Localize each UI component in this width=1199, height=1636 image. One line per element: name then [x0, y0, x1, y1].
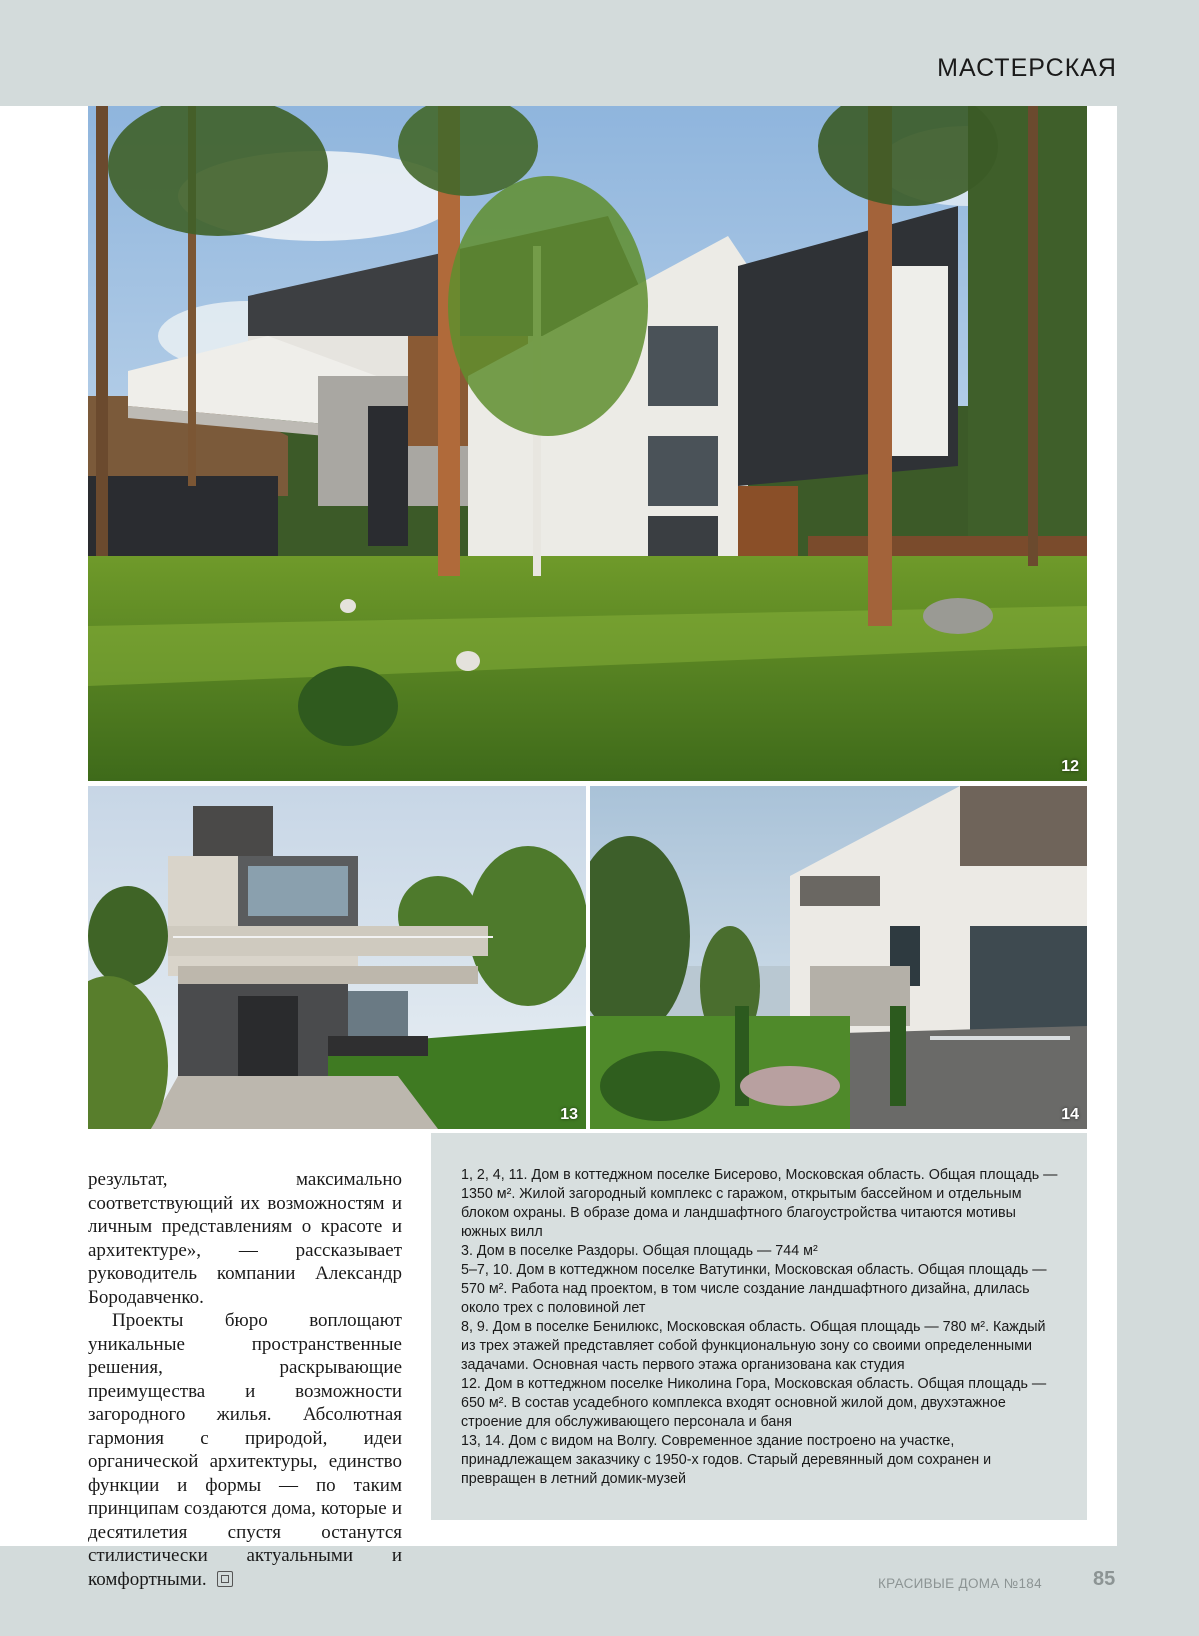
- caption-item: 12. Дом в коттеджном поселке Николина Гора, Московская область. Общая площадь — 650 м². В состав усадебного комплекса входят основной жилой дом, двухэтажное строение для обслуживающего персонала и баня: [461, 1376, 1047, 1430]
- page-number: 85: [1093, 1568, 1116, 1590]
- section-label: МАСТЕРСКАЯ: [937, 54, 1117, 82]
- caption-item: 5–7, 10. Дом в коттеджном поселке Ватутинки, Московская область. Общая площадь — 570 м². Работа над проектом, в том числе создание ландшафтного дизайна, длилась около трех с половиной лет: [461, 1262, 1047, 1316]
- photo-captions: [461, 1166, 1061, 1489]
- caption-item: 1, 2, 4, 11. Дом в коттеджном поселке Бисерово, Московская область. Общая площадь — 1350 м². Жилой загородный комплекс с гаражом, открытым бассейном и отдельным блоком охраны. В образе дома и ландшафтного благоустройства читаются мотивы южных вилл: [461, 1167, 1058, 1240]
- caption-box: [431, 1133, 1087, 1520]
- photo-13: [88, 786, 586, 1129]
- photo-14-image: [590, 786, 1087, 1129]
- caption-item: 3. Дом в поселке Раздоры. Общая площадь — 744 м²: [461, 1243, 818, 1259]
- photo-12-image: [88, 106, 1087, 781]
- photo-12-number: 12: [1061, 758, 1079, 775]
- article-body: [88, 1168, 402, 1591]
- magazine-issue: КРАСИВЫЕ ДОМА №184: [878, 1576, 1042, 1591]
- body-paragraph: [88, 1309, 402, 1591]
- caption-item: 8, 9. Дом в поселке Бенилюкс, Московская область. Общая площадь — 780 м². Каждый из трех этажей представляет собой функциональную зону со своими определенными задачами. Основная часть первого этажа организована как студия: [461, 1319, 1046, 1373]
- end-of-article-icon: [217, 1571, 233, 1587]
- photo-12: [88, 106, 1087, 781]
- photo-13-image: [88, 786, 586, 1129]
- photo-14-number: 14: [1061, 1106, 1079, 1123]
- caption-item: 13, 14. Дом с видом на Волгу. Современное здание построено на участке, принадлежащем заказчику с 1950-х годов. Старый деревянный дом сохранен и превращен в летний домик-музей: [461, 1433, 992, 1487]
- photo-14: [590, 786, 1087, 1129]
- body-paragraph: результат, максимально соответствующий их возможностям и личным представлениям о красоте и архитектуре», — рассказывает руководитель компании Александр Бородавченко.: [88, 1169, 402, 1308]
- photo-13-number: 13: [560, 1106, 578, 1123]
- body-paragraph-text: Проекты бюро воплощают уникальные пространственные решения, раскрывающие преимущества и возможности загородного жилья. Абсолютная гармония с природой, идеи органической архитектуры, единство функции и формы — по таким принципам создаются дома, которые и десятилетия спустя останутся стилистически актуальными и комфортными.: [88, 1310, 402, 1590]
